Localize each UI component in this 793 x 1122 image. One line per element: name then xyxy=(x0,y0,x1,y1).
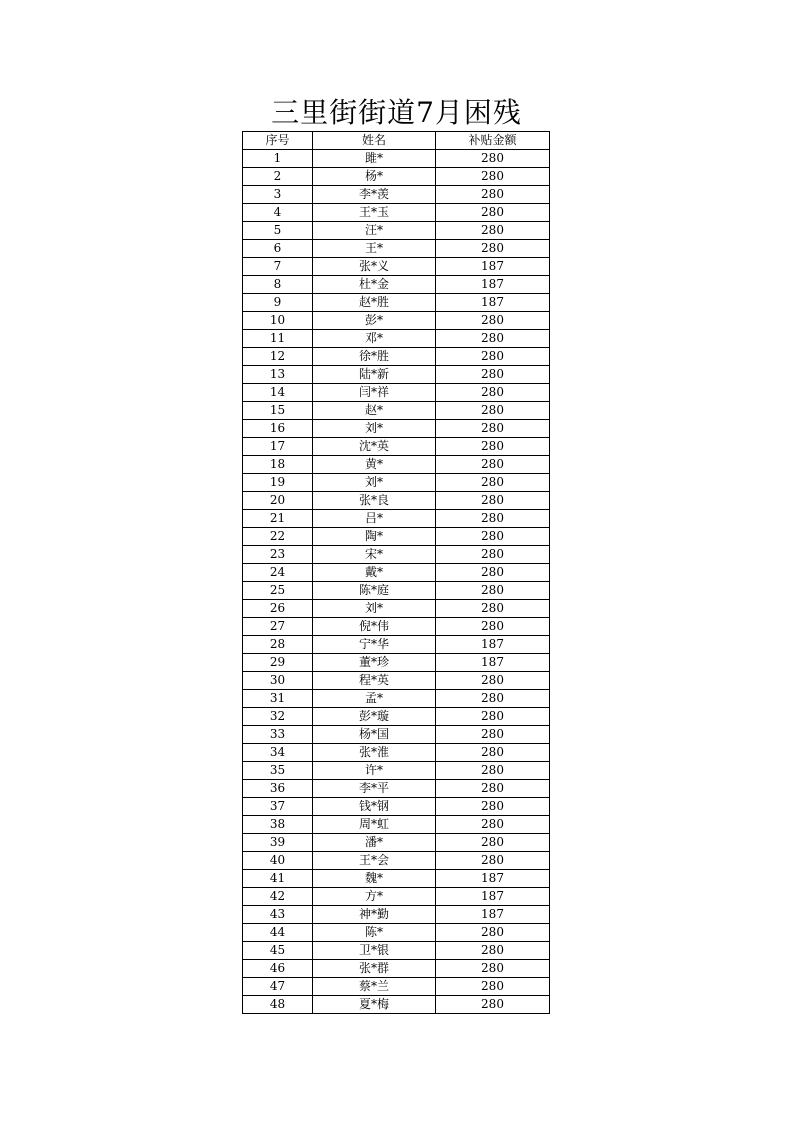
cell-name: 陆*新 xyxy=(313,366,436,384)
cell-name: 王* xyxy=(313,240,436,258)
cell-amount: 280 xyxy=(436,852,550,870)
cell-seq: 40 xyxy=(243,852,313,870)
cell-seq: 20 xyxy=(243,492,313,510)
table-row xyxy=(243,924,550,942)
cell-amount: 187 xyxy=(436,258,550,276)
cell-seq: 9 xyxy=(243,294,313,312)
cell-seq: 6 xyxy=(243,240,313,258)
table-row xyxy=(243,618,550,636)
cell-seq: 31 xyxy=(243,690,313,708)
cell-seq: 39 xyxy=(243,834,313,852)
cell-amount: 280 xyxy=(436,150,550,168)
cell-amount: 280 xyxy=(436,672,550,690)
cell-seq: 24 xyxy=(243,564,313,582)
table-row xyxy=(243,762,550,780)
cell-seq: 13 xyxy=(243,366,313,384)
cell-name: 董*珍 xyxy=(313,654,436,672)
cell-name: 方* xyxy=(313,888,436,906)
table-row xyxy=(243,330,550,348)
cell-seq: 10 xyxy=(243,312,313,330)
cell-amount: 280 xyxy=(436,168,550,186)
cell-seq: 36 xyxy=(243,780,313,798)
table-row xyxy=(243,258,550,276)
cell-name: 黄* xyxy=(313,456,436,474)
cell-seq: 33 xyxy=(243,726,313,744)
cell-amount: 280 xyxy=(436,942,550,960)
table-row xyxy=(243,186,550,204)
cell-name: 陈*庭 xyxy=(313,582,436,600)
table-row xyxy=(243,582,550,600)
cell-seq: 1 xyxy=(243,150,313,168)
table-row xyxy=(243,348,550,366)
cell-name: 宋* xyxy=(313,546,436,564)
cell-seq: 43 xyxy=(243,906,313,924)
table-row xyxy=(243,978,550,996)
cell-seq: 28 xyxy=(243,636,313,654)
cell-seq: 8 xyxy=(243,276,313,294)
cell-name: 赵* xyxy=(313,402,436,420)
table-row xyxy=(243,366,550,384)
cell-amount: 280 xyxy=(436,510,550,528)
cell-name: 刘* xyxy=(313,474,436,492)
table-row xyxy=(243,600,550,618)
cell-seq: 46 xyxy=(243,960,313,978)
cell-amount: 280 xyxy=(436,366,550,384)
table-row xyxy=(243,546,550,564)
cell-name: 张*良 xyxy=(313,492,436,510)
cell-name: 彭*璇 xyxy=(313,708,436,726)
cell-name: 卫*银 xyxy=(313,942,436,960)
cell-seq: 21 xyxy=(243,510,313,528)
cell-name: 戴* xyxy=(313,564,436,582)
table-row xyxy=(243,654,550,672)
cell-amount: 187 xyxy=(436,870,550,888)
cell-amount: 187 xyxy=(436,276,550,294)
table-row xyxy=(243,564,550,582)
cell-name: 吕* xyxy=(313,510,436,528)
cell-name: 赵*胜 xyxy=(313,294,436,312)
cell-name: 杨* xyxy=(313,168,436,186)
table-row xyxy=(243,510,550,528)
cell-name: 彭* xyxy=(313,312,436,330)
cell-seq: 32 xyxy=(243,708,313,726)
cell-seq: 12 xyxy=(243,348,313,366)
cell-name: 汪* xyxy=(313,222,436,240)
table-row xyxy=(243,672,550,690)
cell-name: 王*会 xyxy=(313,852,436,870)
cell-amount: 280 xyxy=(436,960,550,978)
table-row xyxy=(243,960,550,978)
cell-amount: 187 xyxy=(436,294,550,312)
cell-amount: 280 xyxy=(436,420,550,438)
subsidy-table xyxy=(242,131,550,1014)
cell-seq: 22 xyxy=(243,528,313,546)
cell-name: 潘* xyxy=(313,834,436,852)
cell-seq: 44 xyxy=(243,924,313,942)
cell-amount: 280 xyxy=(436,564,550,582)
cell-amount: 280 xyxy=(436,348,550,366)
table-row xyxy=(243,384,550,402)
cell-amount: 280 xyxy=(436,690,550,708)
table-row xyxy=(243,402,550,420)
cell-amount: 187 xyxy=(436,654,550,672)
cell-seq: 15 xyxy=(243,402,313,420)
cell-name: 魏* xyxy=(313,870,436,888)
cell-amount: 280 xyxy=(436,222,550,240)
cell-name: 陶* xyxy=(313,528,436,546)
cell-name: 倪*伟 xyxy=(313,618,436,636)
cell-amount: 280 xyxy=(436,492,550,510)
table-row xyxy=(243,690,550,708)
table-row xyxy=(243,168,550,186)
cell-name: 邓* xyxy=(313,330,436,348)
cell-name: 钱*钢 xyxy=(313,798,436,816)
cell-seq: 29 xyxy=(243,654,313,672)
cell-seq: 18 xyxy=(243,456,313,474)
cell-amount: 280 xyxy=(436,798,550,816)
cell-amount: 280 xyxy=(436,528,550,546)
table-row xyxy=(243,816,550,834)
cell-amount: 280 xyxy=(436,474,550,492)
cell-name: 张*淮 xyxy=(313,744,436,762)
cell-name: 刘* xyxy=(313,600,436,618)
cell-amount: 280 xyxy=(436,330,550,348)
table-header-row xyxy=(243,132,550,150)
table-row xyxy=(243,708,550,726)
cell-name: 宁*华 xyxy=(313,636,436,654)
cell-name: 夏*梅 xyxy=(313,996,436,1014)
cell-name: 孟* xyxy=(313,690,436,708)
cell-seq: 4 xyxy=(243,204,313,222)
cell-amount: 280 xyxy=(436,924,550,942)
cell-amount: 280 xyxy=(436,834,550,852)
cell-amount: 280 xyxy=(436,978,550,996)
table-row xyxy=(243,636,550,654)
cell-seq: 41 xyxy=(243,870,313,888)
cell-name: 杜*金 xyxy=(313,276,436,294)
table-row xyxy=(243,240,550,258)
table-row xyxy=(243,888,550,906)
cell-amount: 280 xyxy=(436,726,550,744)
cell-seq: 3 xyxy=(243,186,313,204)
cell-name: 神*勤 xyxy=(313,906,436,924)
cell-seq: 48 xyxy=(243,996,313,1014)
cell-name: 李*平 xyxy=(313,780,436,798)
cell-amount: 280 xyxy=(436,744,550,762)
cell-seq: 11 xyxy=(243,330,313,348)
cell-amount: 280 xyxy=(436,762,550,780)
table-row xyxy=(243,942,550,960)
cell-seq: 42 xyxy=(243,888,313,906)
table-row xyxy=(243,744,550,762)
table-row xyxy=(243,150,550,168)
cell-seq: 16 xyxy=(243,420,313,438)
cell-amount: 280 xyxy=(436,456,550,474)
cell-amount: 280 xyxy=(436,186,550,204)
table-row xyxy=(243,438,550,456)
cell-amount: 280 xyxy=(436,780,550,798)
table-row xyxy=(243,312,550,330)
table-row xyxy=(243,420,550,438)
cell-amount: 280 xyxy=(436,438,550,456)
table-row xyxy=(243,276,550,294)
table-row xyxy=(243,870,550,888)
cell-seq: 45 xyxy=(243,942,313,960)
table-row xyxy=(243,528,550,546)
cell-seq: 26 xyxy=(243,600,313,618)
cell-amount: 280 xyxy=(436,816,550,834)
cell-amount: 280 xyxy=(436,402,550,420)
cell-name: 沈*英 xyxy=(313,438,436,456)
table-row xyxy=(243,492,550,510)
cell-name: 徐*胜 xyxy=(313,348,436,366)
cell-amount: 280 xyxy=(436,618,550,636)
cell-amount: 280 xyxy=(436,240,550,258)
table-row xyxy=(243,834,550,852)
cell-amount: 280 xyxy=(436,582,550,600)
cell-seq: 5 xyxy=(243,222,313,240)
cell-seq: 17 xyxy=(243,438,313,456)
table-row xyxy=(243,906,550,924)
cell-seq: 25 xyxy=(243,582,313,600)
cell-name: 刘* xyxy=(313,420,436,438)
column-header-seq: 序号 xyxy=(243,132,313,150)
table-row xyxy=(243,852,550,870)
cell-amount: 280 xyxy=(436,600,550,618)
table-row xyxy=(243,222,550,240)
cell-seq: 7 xyxy=(243,258,313,276)
cell-amount: 280 xyxy=(436,996,550,1014)
cell-seq: 23 xyxy=(243,546,313,564)
cell-name: 程*英 xyxy=(313,672,436,690)
cell-amount: 280 xyxy=(436,546,550,564)
cell-seq: 34 xyxy=(243,744,313,762)
cell-name: 雎* xyxy=(313,150,436,168)
cell-name: 李*羡 xyxy=(313,186,436,204)
cell-name: 杨*国 xyxy=(313,726,436,744)
cell-seq: 27 xyxy=(243,618,313,636)
cell-seq: 35 xyxy=(243,762,313,780)
table-row xyxy=(243,294,550,312)
cell-amount: 280 xyxy=(436,312,550,330)
cell-name: 张*群 xyxy=(313,960,436,978)
cell-amount: 187 xyxy=(436,906,550,924)
table-body xyxy=(243,150,550,1014)
table-row xyxy=(243,456,550,474)
table-row xyxy=(243,204,550,222)
column-header-amount: 补贴金额 xyxy=(436,132,550,150)
cell-seq: 37 xyxy=(243,798,313,816)
cell-name: 张*义 xyxy=(313,258,436,276)
table-row xyxy=(243,996,550,1014)
cell-amount: 280 xyxy=(436,204,550,222)
cell-name: 许* xyxy=(313,762,436,780)
cell-seq: 14 xyxy=(243,384,313,402)
cell-amount: 280 xyxy=(436,708,550,726)
cell-name: 闫*祥 xyxy=(313,384,436,402)
cell-seq: 19 xyxy=(243,474,313,492)
column-header-name: 姓名 xyxy=(313,132,436,150)
cell-name: 蔡*兰 xyxy=(313,978,436,996)
cell-name: 陈* xyxy=(313,924,436,942)
cell-amount: 280 xyxy=(436,384,550,402)
page-title: 三里街街道7月困残 xyxy=(271,96,522,129)
cell-amount: 187 xyxy=(436,636,550,654)
cell-seq: 30 xyxy=(243,672,313,690)
table-row xyxy=(243,726,550,744)
cell-seq: 2 xyxy=(243,168,313,186)
cell-seq: 47 xyxy=(243,978,313,996)
cell-name: 王*玉 xyxy=(313,204,436,222)
table-row xyxy=(243,780,550,798)
cell-name: 周*虹 xyxy=(313,816,436,834)
table-row xyxy=(243,798,550,816)
cell-seq: 38 xyxy=(243,816,313,834)
cell-amount: 187 xyxy=(436,888,550,906)
table-row xyxy=(243,474,550,492)
